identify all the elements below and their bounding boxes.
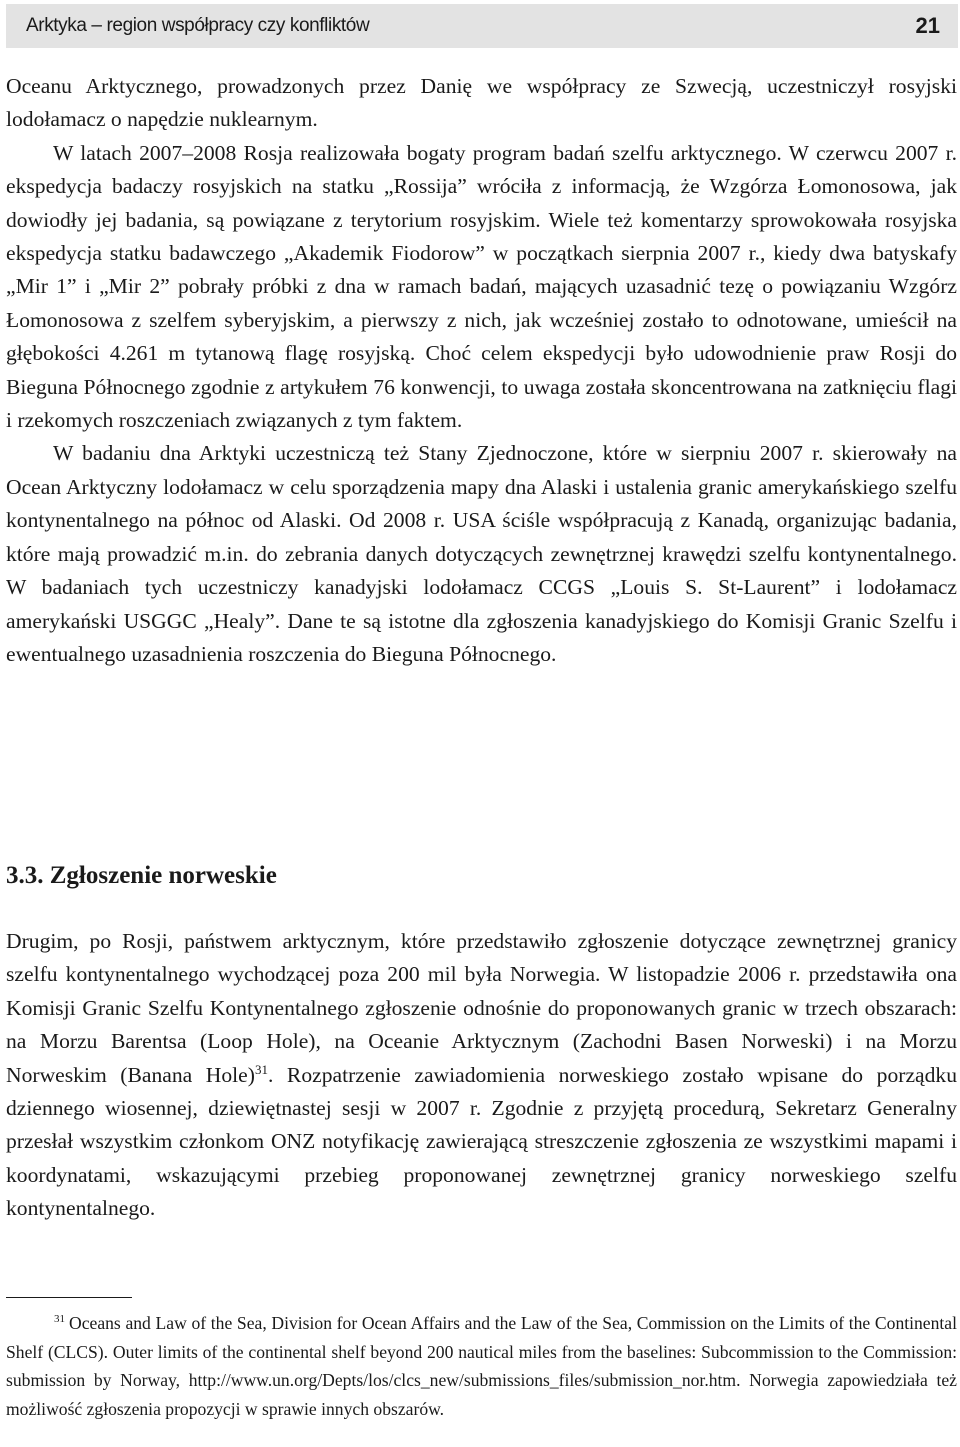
footnote — [6, 1309, 957, 1423]
page-number: 21 — [915, 13, 940, 38]
paragraph-norway-submission — [6, 925, 957, 1226]
paragraph-continued: Oceanu Arktycznego, prowadzonych przez Danię we współpracy ze Szwecją, uczestniczył rosyjski lodołamacz o napędzie nuklearnym. — [6, 74, 957, 132]
paragraph-usa-research: W badaniu dna Arktyki uczestniczą też Stany Zjednoczone, które w sierpniu 2007 r. skierowały na Ocean Arktyczny lodołamacz w celu sporządzenia mapy dna Alaski i ustalenia granic amerykańskiego szelfu kontynentalnego na północ od Alaski. Od 2008 r. USA ściśle współpracują z Kanadą, organizując badania, które mają prowadzić m.in. do zebrania danych dotyczących zewnętrznej krawędzi szelfu kontynentalnego. W badaniach tych uczestniczy kanadyjski lodołamacz CCGS „Louis S. St-Laurent” i lodołamacz amerykański USGGC „Healy”. Dane te są istotne dla zgłoszenia kanadyjskiego do Komisji Granic Szelfu i ewentualnego uzasadnienia roszczenia do Bieguna Północnego. — [6, 441, 957, 666]
running-header — [6, 4, 958, 48]
footnote-divider — [6, 1297, 132, 1298]
paragraph-norway-part2: . Rozpatrzenie zawiadomienia norweskiego zostało wpisane do porządku dziennego wiosennej, dziewiętnastej sesji w 2007 r. Zgodnie z przyjętą procedurą, Sekretarz Generalny przesłał wszystkim członkom ONZ notyfikację zawierającą streszczenie zgłoszenia ze wszystkimi mapami i koordynatami, wskazującymi przebieg proponowanej zewnętrznej granicy norweskiego szelfu kontynentalnego. — [6, 1062, 957, 1221]
footnote-number: 31 — [54, 1313, 65, 1326]
footnote-text: Oceans and Law of the Sea, Division for Ocean Affairs and the Law of the Sea, Commission on the Limits of the Continental Shelf (CLCS). Outer limits of the continental shelf beyond 200 nautical miles from the baselines: Subcommission to the Commission: submission by Norway, http://www.un.org/Depts/los/clcs_new/submissions_files/submission_nor.htm. Norwegia zapowiedziała też możliwość zgłoszenia propozycji w sprawie innych obszarów. — [6, 1313, 957, 1419]
section-heading: 3.3. Zgłoszenie norweskie — [6, 862, 277, 889]
paragraph-russia-expeditions: W latach 2007–2008 Rosja realizowała bogaty program badań szelfu arktycznego. W czerwcu 2007 r. ekspedycja badaczy rosyjskich na statku „Rossija” wróciła z informacją, że Wzgórza Łomonosowa, jak dowiodły jej badania, są powiązane z terytorium rosyjskim. Wiele też komentarzy sprowokowała rosyjska ekspedycja statku badawczego „Akademik Fiodorow” w początkach sierpnia 2007 r., kiedy dwa batyskafy „Mir 1” i „Mir 2” pobrały próbki z dna w ramach badań, mających uzasadnić tezę o powiązaniu Wzgórz Łomonosowa z szelfem syberyjskim, a pierwszy z nich, jak wcześniej zostało to odnotowane, umieścił na głębokości 4.261 m tytanową flagę rosyjską. Choć celem ekspedycji było udowodnienie praw Rosji do Bieguna Północnego zgodnie z artykułem 76 konwencji, to uwaga została skoncentrowana na zatknięciu flagi i rzekomych roszczeniach związanych z tym faktem. — [6, 140, 957, 433]
paragraph-norway-part1: Drugim, po Rosji, państwem arktycznym, które przedstawiło zgłoszenie dotyczące zewnętrznej granicy szelfu kontynentalnego wychodzącej poza 200 mil była Norwegia. W listopadzie 2006 r. przedstawiła ona Komisji Granic Szelfu Kontynentalnego zgłoszenie odnośnie do proponowanych granic w trzech obszarach: na Morzu Barentsa (Loop Hole), na Oceanie Arktycznym (Zachodni Basen Norweski) i na Morzu Norweskim (Banana Hole) — [6, 929, 957, 1087]
section-text — [6, 925, 957, 1226]
running-header-title: Arktyka – region współpracy czy konfliktów — [26, 15, 370, 36]
footnote-reference[interactable]: 31 — [254, 1061, 268, 1077]
body-text — [6, 70, 957, 671]
